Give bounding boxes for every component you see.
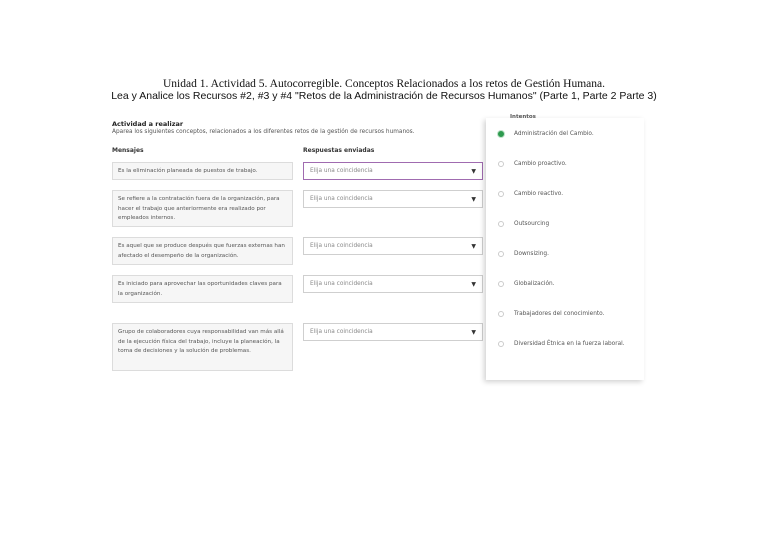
caret-down-icon: ▼ (471, 243, 476, 250)
dropdown-option[interactable] (498, 311, 604, 318)
activity-title: Actividad a realizar (112, 120, 184, 128)
radio-icon (498, 221, 504, 227)
select-placeholder: Elija una coincidencia (310, 243, 373, 249)
answer-select[interactable] (303, 323, 483, 341)
column-header-answers: Respuestas enviadas (303, 147, 375, 154)
radio-icon (498, 191, 504, 197)
match-options-dropdown (486, 114, 644, 380)
answer-select[interactable] (303, 237, 483, 255)
option-label: Outsourcing (514, 221, 550, 227)
answer-select[interactable] (303, 275, 483, 293)
caret-down-icon: ▼ (471, 329, 476, 336)
message-box: Es iniciado para aprovechar las oportunidades claves para la organización. (112, 275, 293, 303)
radio-icon (498, 281, 504, 287)
activity-description: Aparea los siguientes conceptos, relacionados a los diferentes retos de la gestión de recursos humanos. (112, 129, 415, 135)
option-label: Diversidad Étnica en la fuerza laboral. (514, 341, 625, 347)
dropdown-option[interactable] (498, 341, 625, 348)
answer-select[interactable] (303, 190, 483, 208)
dropdown-option[interactable] (498, 191, 563, 198)
radio-icon (498, 311, 504, 317)
caret-down-icon: ▼ (471, 168, 476, 175)
answer-select[interactable] (303, 162, 483, 180)
dropdown-option[interactable] (498, 221, 549, 228)
radio-icon (498, 161, 504, 167)
message-box: Es aquel que se produce después que fuerzas externas han afectado el desempeño de la organización. (112, 237, 293, 265)
option-label: Trabajadores del conocimiento. (514, 311, 605, 317)
message-box: Grupo de colaboradores cuya responsabilidad van más allá de la ejecución física del trabajo, incluye la planeación, la toma de decisiones y la solución de problemas. (112, 323, 293, 371)
dropdown-option[interactable] (498, 251, 549, 258)
select-placeholder: Elija una coincidencia (310, 168, 373, 174)
dropdown-option[interactable] (498, 131, 594, 138)
radio-icon (498, 341, 504, 347)
dropdown-option[interactable] (498, 161, 567, 168)
caret-down-icon: ▼ (471, 281, 476, 288)
option-label: Globalización. (514, 281, 555, 287)
radio-icon (498, 251, 504, 257)
message-box: Es la eliminación planeada de puestos de trabajo. (112, 162, 293, 180)
dropdown-header-fragment: Intentos (510, 114, 536, 120)
radio-selected-icon (498, 131, 504, 137)
option-label: Downsizing. (514, 251, 549, 257)
select-placeholder: Elija una coincidencia (310, 196, 373, 202)
option-label: Administración del Cambio. (514, 131, 594, 137)
dropdown-option[interactable] (498, 281, 555, 288)
caret-down-icon: ▼ (471, 196, 476, 203)
message-box: Se refiere a la contratación fuera de la organización, para hacer el trabajo que anteriormente era realizado por empleados internos. (112, 190, 293, 227)
option-label: Cambio reactivo. (514, 191, 564, 197)
select-placeholder: Elija una coincidencia (310, 329, 373, 335)
page-subtitle: Lea y Analice los Recursos #2, #3 y #4 "Retos de la Administración de Recursos Humanos" (Parte 1, Parte 2 Parte 3) (111, 90, 657, 102)
select-placeholder: Elija una coincidencia (310, 281, 373, 287)
page-title: Unidad 1. Actividad 5. Autocorregible. Conceptos Relacionados a los retos de Gestión Humana. (162, 78, 605, 90)
option-label: Cambio proactivo. (514, 161, 567, 167)
column-header-messages: Mensajes (112, 147, 144, 154)
